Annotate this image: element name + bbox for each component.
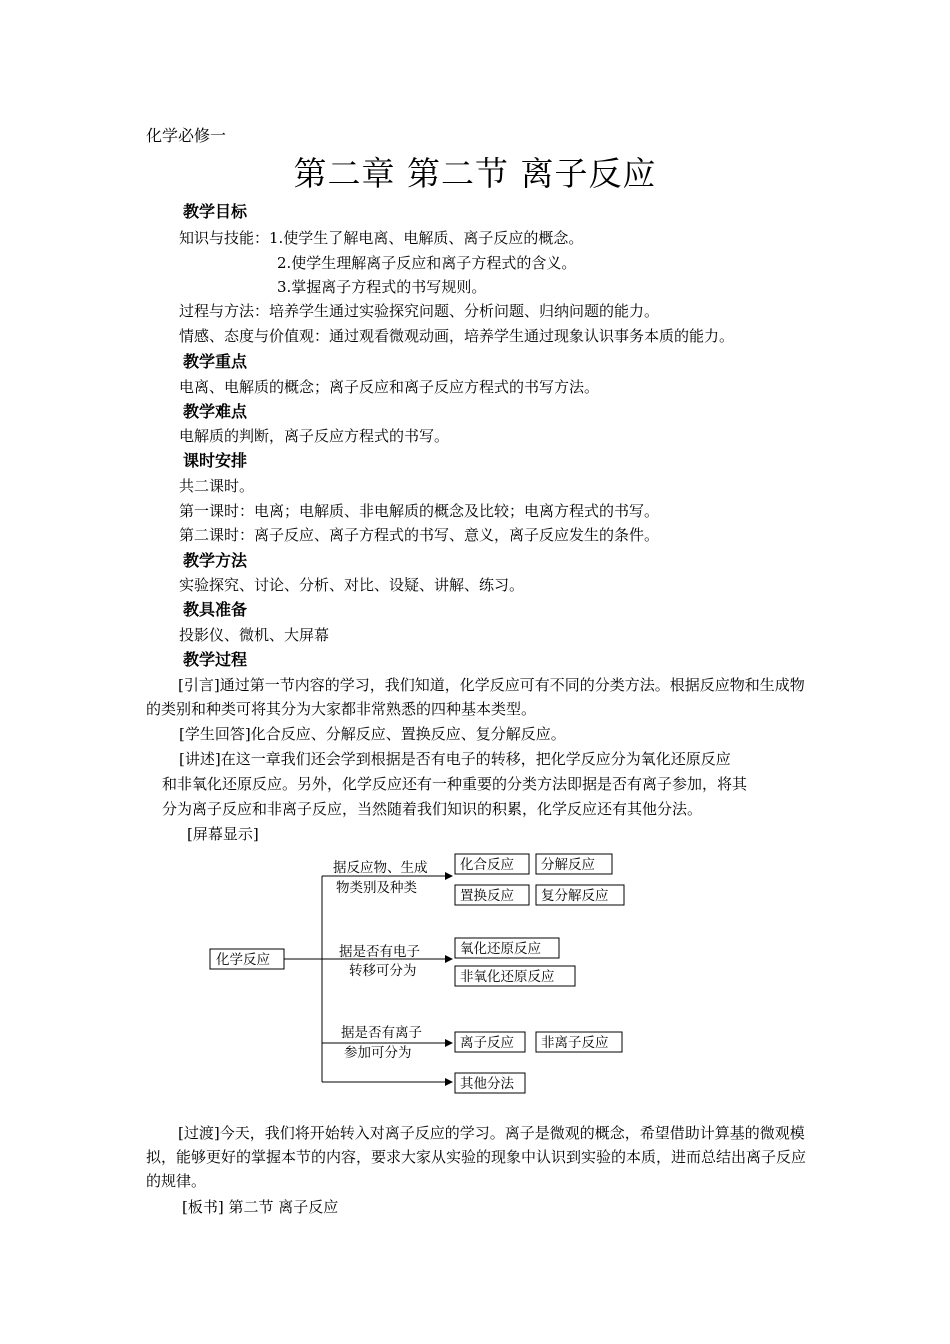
tools-text: 投影仪、微机、大屏幕 xyxy=(179,626,330,644)
non-redox-label: 非氧化还原反应 xyxy=(460,969,555,985)
process-goal: 过程与方法：培养学生通过实验探究问题、分析问题、归纳问题的能力。 xyxy=(179,302,660,320)
knowledge-goal-2: 2.使学生理解离子反应和离子方程式的含义。 xyxy=(277,254,577,272)
ionic-label: 离子反应 xyxy=(460,1035,514,1051)
page-title: 第二章 第二节 离子反应 xyxy=(293,154,657,193)
schedule-lesson-1: 第一课时：电离；电解质、非电解质的概念及比较；电离方程式的书写。 xyxy=(179,502,660,520)
student-answer: [学生回答]化合反应、分解反应、置换反应、复分解反应。 xyxy=(179,725,566,743)
difficulties-heading: 教学难点 xyxy=(183,402,248,421)
emotion-goal: 情感、态度与价值观：通过观看微观动画，培养学生通过现象认识事务本质的能力。 xyxy=(179,327,735,345)
methods-text: 实验探究、讨论、分析、对比、设疑、讲解、练习。 xyxy=(179,576,525,594)
knowledge-goal-1: 知识与技能：1.使学生了解电离、电解质、离子反应的概念。 xyxy=(179,229,584,247)
redox-label: 氧化还原反应 xyxy=(460,941,541,957)
lecture-line-3: 分为离子反应和非离子反应，当然随着我们知识的积累，化学反应还有其他分法。 xyxy=(162,800,703,818)
process-heading: 教学过程 xyxy=(183,650,248,669)
tools-heading: 教具准备 xyxy=(183,600,248,619)
branch3-label-line1: 据是否有离子 xyxy=(341,1025,422,1041)
branch3-label-line2: 参加可分为 xyxy=(344,1045,412,1061)
reaction-classification-diagram xyxy=(208,846,648,1096)
double-decomposition-label: 复分解反应 xyxy=(541,888,609,904)
non-ionic-label: 非离子反应 xyxy=(541,1035,609,1051)
goals-heading: 教学目标 xyxy=(183,202,248,221)
key-points-heading: 教学重点 xyxy=(183,352,248,371)
difficulties-text: 电解质的判断，离子反应方程式的书写。 xyxy=(179,427,450,445)
branch2-label-line1: 据是否有电子 xyxy=(339,944,420,960)
branch1-label-line1: 据反应物、生成 xyxy=(333,860,428,876)
screen-display-label: [屏幕显示] xyxy=(187,825,259,843)
transition-paragraph: [过渡]今天，我们将开始转入对离子反应的学习。离子是微观的概念，希望借助计算基的微观模拟，能够更好的掌握本节的内容，要求大家从实验的现象中认识到实验的本质，进而总结出离子反应的规律。 xyxy=(146,1124,807,1190)
knowledge-goal-3: 3.掌握离子方程式的书写规则。 xyxy=(277,278,487,296)
key-points-text: 电离、电解质的概念；离子反应和离子反应方程式的书写方法。 xyxy=(179,378,600,396)
schedule-heading: 课时安排 xyxy=(183,451,248,470)
subject-label: 化学必修一 xyxy=(146,126,227,145)
methods-heading: 教学方法 xyxy=(183,551,248,570)
intro-paragraph: [引言]通过第一节内容的学习，我们知道，化学反应可有不同的分类方法。根据反应物和生成物的类别和种类可将其分为大家都非常熟悉的四种基本类型。 xyxy=(146,676,805,718)
lecture-line-1: [讲述]在这一章我们还会学到根据是否有电子的转移，把化学反应分为氧化还原反应 xyxy=(179,750,731,768)
schedule-total: 共二课时。 xyxy=(179,477,255,495)
displacement-label: 置换反应 xyxy=(460,888,514,904)
other-label: 其他分法 xyxy=(460,1076,514,1092)
lecture-line-2: 和非氧化还原反应。另外，化学反应还有一种重要的分类方法即据是否有离子参加，将其 xyxy=(162,775,748,793)
schedule-lesson-2: 第二课时：离子反应、离子方程式的书写、意义，离子反应发生的条件。 xyxy=(179,526,660,544)
branch1-label-line2: 物类别及种类 xyxy=(336,880,417,896)
root-label: 化学反应 xyxy=(216,952,270,968)
decomposition-label: 分解反应 xyxy=(541,857,595,873)
board-note: [板书] 第二节 离子反应 xyxy=(182,1198,339,1216)
combination-label: 化合反应 xyxy=(460,857,514,873)
branch2-label-line2: 转移可分为 xyxy=(349,963,417,979)
